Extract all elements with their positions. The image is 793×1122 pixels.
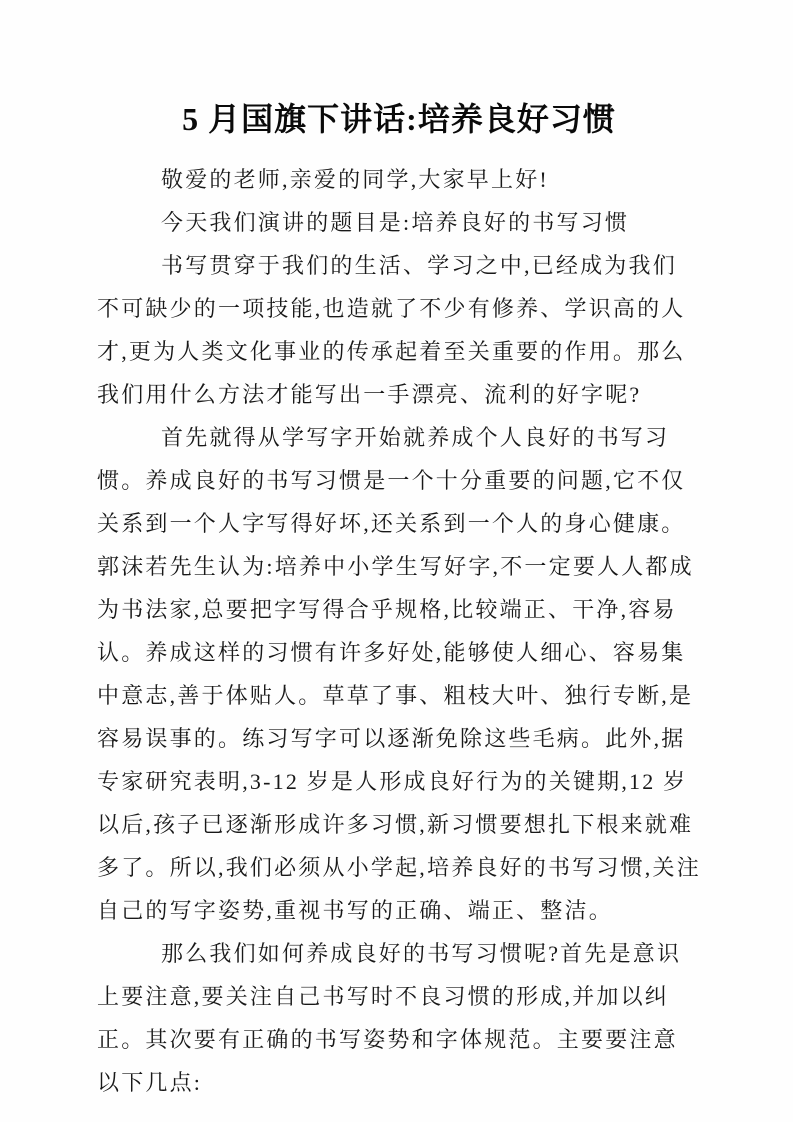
paragraph-topic: 今天我们演讲的题目是:培养良好的书写习惯 (161, 210, 630, 235)
paragraph-intro: 书写贯穿于我们的生活、学习之中,已经成为我们不可缺少的一项技能,也造就了不少有修养、学识高的人才,更为人类文化事业的传承起着至关重要的作用。那么我们用什么方法才能写出一手漂亮、流利的好字呢? (97, 253, 686, 407)
paragraph-body: 首先就得从学写字开始就养成个人良好的书写习惯。养成良好的书写习惯是一个十分重要的问题,它不仅关系到一个人字写得好坏,还关系到一个人的身心健康。郭沫若先生认为:培养中小学生写好字,不一定要人人都成为书法家,总要把字写得合乎规格,比较端正、干净,容易认。养成这样的习惯有许多好处,能够使人细心、容易集中意志,善于体贴人。草草了事、粗枝大叶、独行专断,是容易误事的。练习写字可以逐渐免除这些毛病。此外,据专家研究表明,3-12 岁是人形成良好行为的关键期,12 岁以后,孩子已逐渐形成许多习惯,新习惯要想扎下根来就难多了。所以,我们必须从小学起,培养良好的书写习惯,关注自己的写字姿势,重视书写的正确、端正、整洁。 (97, 425, 701, 923)
paragraph-howto: 那么我们如何养成良好的书写习惯呢?首先是意识上要注意,要关注自己书写时不良习惯的形成,并加以纠正。其次要有正确的书写姿势和字体规范。主要要注意以下几点: (97, 941, 682, 1095)
paragraph-greeting: 敬爱的老师,亲爱的同学,大家早上好! (161, 167, 549, 192)
page-title: 5 月国旗下讲话:培养良好习惯 (182, 101, 616, 137)
